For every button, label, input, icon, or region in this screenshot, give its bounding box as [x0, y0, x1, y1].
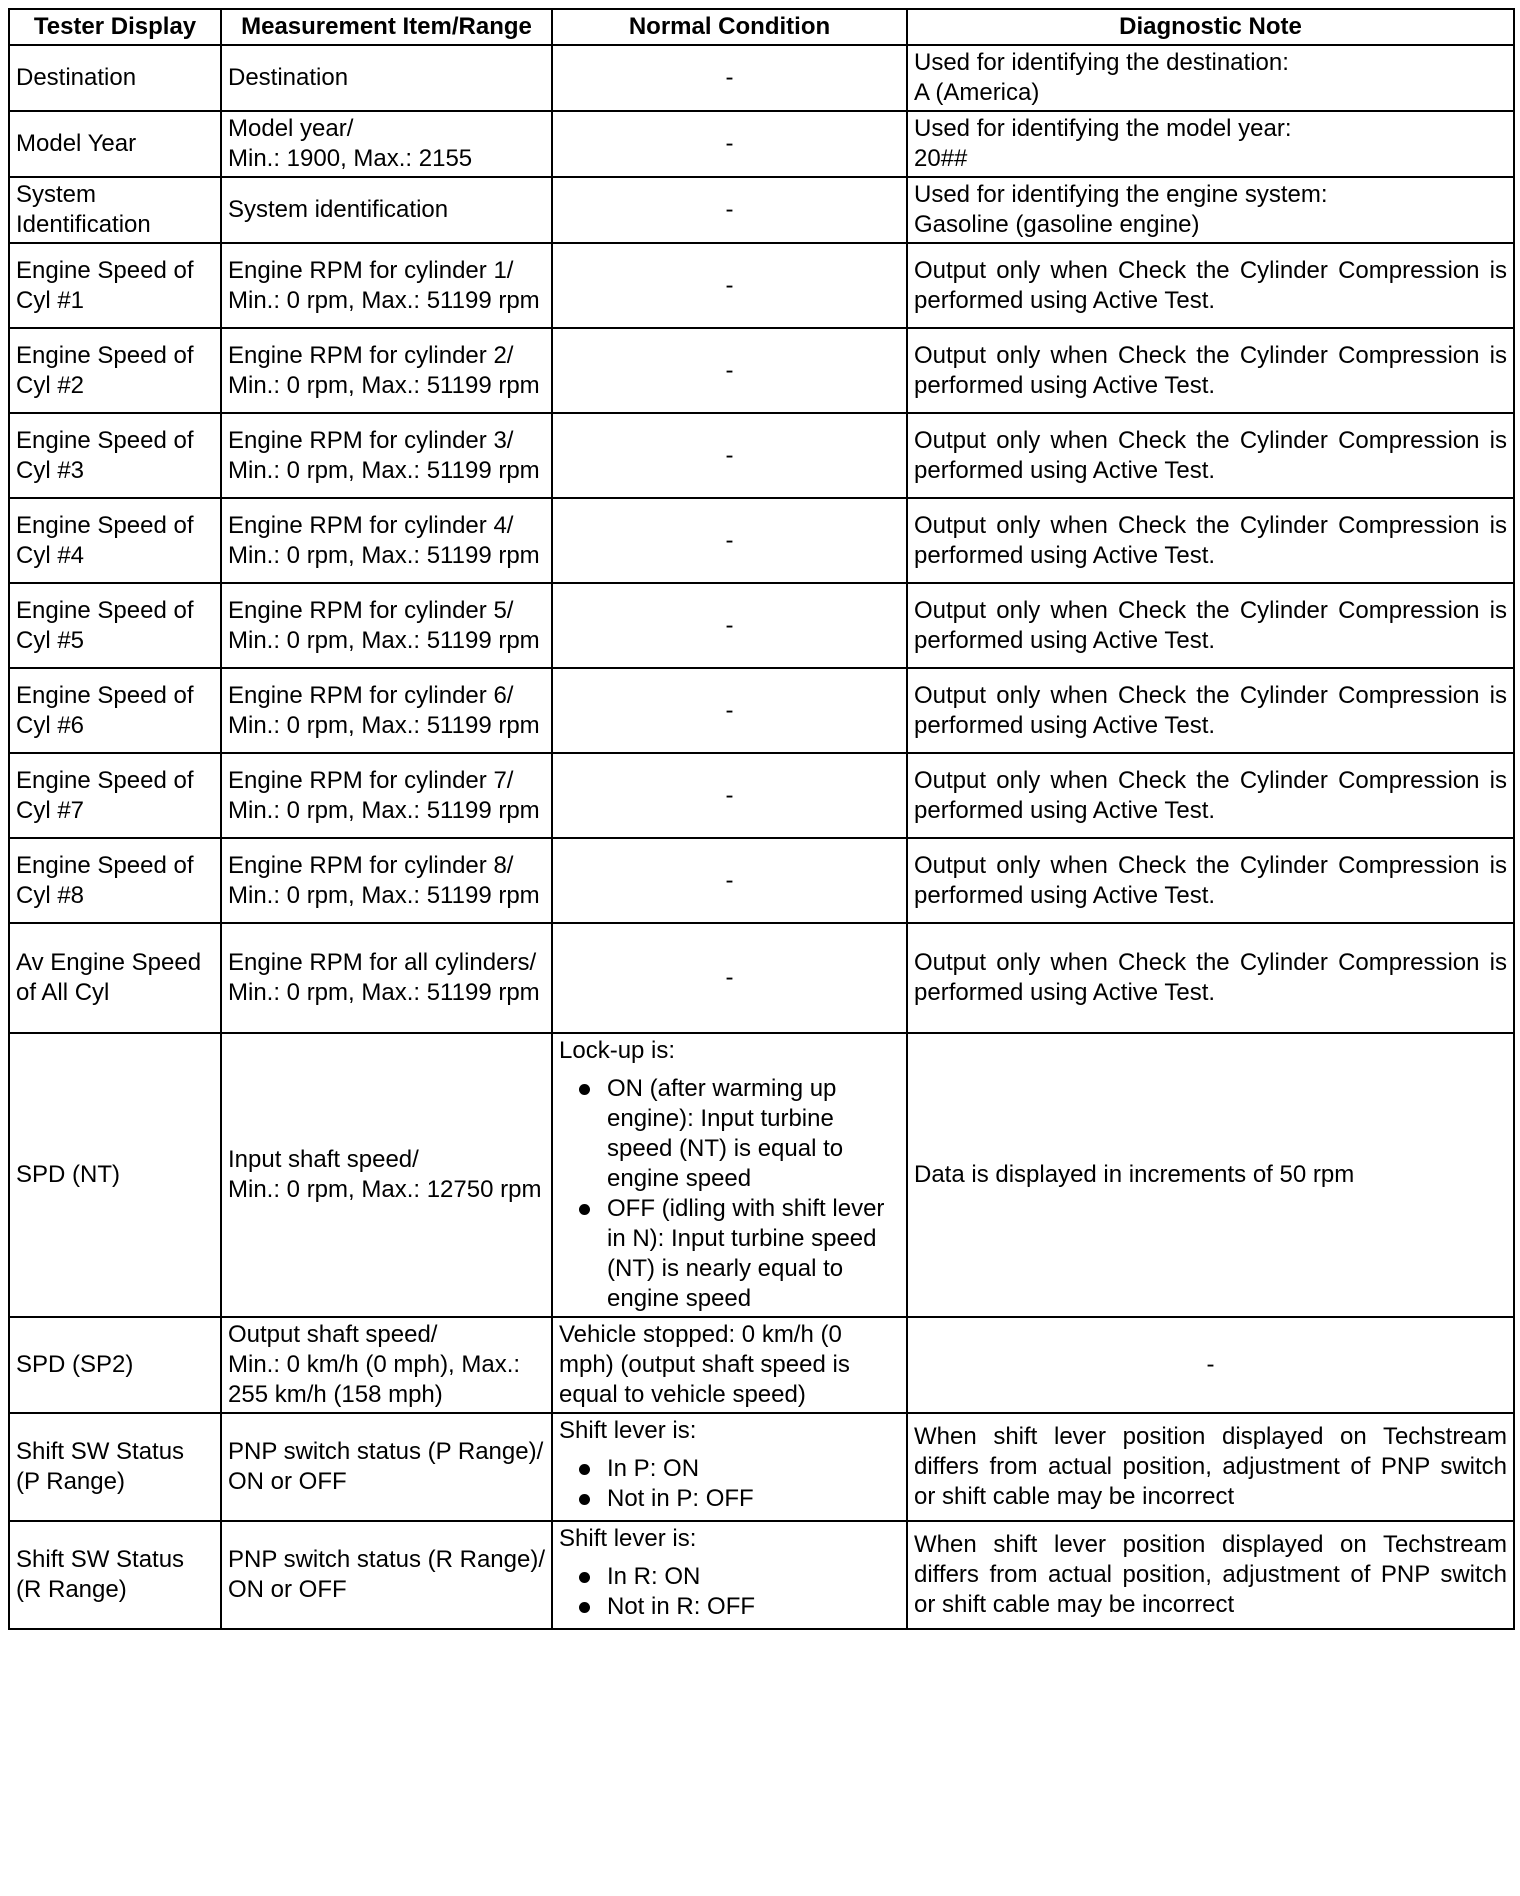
cell-tester-display: SPD (SP2) [9, 1317, 221, 1413]
cell-measurement-item: Model year/ Min.: 1900, Max.: 2155 [221, 111, 552, 177]
normal-condition-intro: Shift lever is: [559, 1525, 697, 1552]
header-measurement-item: Measurement Item/Range [221, 9, 552, 45]
cell-normal-condition: - [552, 413, 907, 498]
normal-condition-list [559, 1074, 900, 1314]
table-row [9, 45, 1514, 111]
cell-diagnostic-note: Used for identifying the destination: A (America) [907, 45, 1514, 111]
cell-measurement-item: PNP switch status (P Range)/ ON or OFF [221, 1413, 552, 1521]
table-row [9, 838, 1514, 923]
cell-normal-condition: - [552, 583, 907, 668]
cell-normal-condition [552, 1413, 907, 1521]
cell-measurement-item: Engine RPM for cylinder 7/ Min.: 0 rpm, Max.: 51199 rpm [221, 753, 552, 838]
cell-diagnostic-note: Output only when Check the Cylinder Compression is performed using Active Test. [907, 583, 1514, 668]
table-header-row [9, 9, 1514, 45]
header-tester-display: Tester Display [9, 9, 221, 45]
table-row [9, 413, 1514, 498]
cell-diagnostic-note: Used for identifying the engine system: Gasoline (gasoline engine) [907, 177, 1514, 243]
cell-normal-condition [552, 1521, 907, 1629]
table-row [9, 1413, 1514, 1521]
list-item: In P: ON [607, 1454, 900, 1484]
cell-tester-display: Engine Speed of Cyl #3 [9, 413, 221, 498]
cell-diagnostic-note: Output only when Check the Cylinder Compression is performed using Active Test. [907, 498, 1514, 583]
cell-diagnostic-note: Output only when Check the Cylinder Compression is performed using Active Test. [907, 753, 1514, 838]
cell-measurement-item: Engine RPM for cylinder 4/ Min.: 0 rpm, Max.: 51199 rpm [221, 498, 552, 583]
cell-tester-display: Destination [9, 45, 221, 111]
table-row [9, 111, 1514, 177]
cell-tester-display: Engine Speed of Cyl #2 [9, 328, 221, 413]
cell-diagnostic-note: Data is displayed in increments of 50 rpm [907, 1033, 1514, 1317]
cell-diagnostic-note: Output only when Check the Cylinder Compression is performed using Active Test. [907, 923, 1514, 1033]
list-item: In R: ON [607, 1562, 900, 1592]
cell-tester-display: Engine Speed of Cyl #6 [9, 668, 221, 753]
normal-condition-intro: Lock-up is: [559, 1037, 676, 1064]
cell-normal-condition: - [552, 753, 907, 838]
table-row [9, 1317, 1514, 1413]
table-row [9, 668, 1514, 753]
cell-normal-condition: - [552, 923, 907, 1033]
cell-measurement-item: PNP switch status (R Range)/ ON or OFF [221, 1521, 552, 1629]
header-diagnostic-note: Diagnostic Note [907, 9, 1514, 45]
list-item: ON (after warming up engine): Input turbine speed (NT) is equal to engine speed [607, 1074, 900, 1194]
cell-diagnostic-note: When shift lever position displayed on Techstream differs from actual position, adjustment of PNP switch or shift cable may be incorrect [907, 1413, 1514, 1521]
cell-tester-display: Av Engine Speed of All Cyl [9, 923, 221, 1033]
cell-tester-display: Shift SW Status (R Range) [9, 1521, 221, 1629]
table-row [9, 753, 1514, 838]
cell-tester-display: Engine Speed of Cyl #7 [9, 753, 221, 838]
data-list-table [8, 8, 1515, 1630]
cell-tester-display: Engine Speed of Cyl #4 [9, 498, 221, 583]
cell-tester-display: Engine Speed of Cyl #5 [9, 583, 221, 668]
cell-measurement-item: Engine RPM for cylinder 8/ Min.: 0 rpm, Max.: 51199 rpm [221, 838, 552, 923]
normal-condition-list [559, 1454, 900, 1514]
cell-tester-display: Model Year [9, 111, 221, 177]
cell-normal-condition: - [552, 111, 907, 177]
cell-measurement-item: Engine RPM for cylinder 2/ Min.: 0 rpm, Max.: 51199 rpm [221, 328, 552, 413]
cell-measurement-item: Output shaft speed/ Min.: 0 km/h (0 mph), Max.: 255 km/h (158 mph) [221, 1317, 552, 1413]
list-item: Not in P: OFF [607, 1484, 900, 1514]
cell-measurement-item: Input shaft speed/ Min.: 0 rpm, Max.: 12750 rpm [221, 1033, 552, 1317]
cell-normal-condition: - [552, 243, 907, 328]
header-normal-condition: Normal Condition [552, 9, 907, 45]
cell-diagnostic-note: Output only when Check the Cylinder Compression is performed using Active Test. [907, 838, 1514, 923]
table-row [9, 177, 1514, 243]
cell-normal-condition: - [552, 838, 907, 923]
list-item: OFF (idling with shift lever in N): Input turbine speed (NT) is nearly equal to engine speed [607, 1194, 900, 1314]
cell-tester-display: SPD (NT) [9, 1033, 221, 1317]
table-row [9, 498, 1514, 583]
list-item: Not in R: OFF [607, 1592, 900, 1622]
cell-normal-condition: Vehicle stopped: 0 km/h (0 mph) (output shaft speed is equal to vehicle speed) [552, 1317, 907, 1413]
cell-diagnostic-note: - [907, 1317, 1514, 1413]
table-row [9, 328, 1514, 413]
cell-measurement-item: Engine RPM for all cylinders/ Min.: 0 rpm, Max.: 51199 rpm [221, 923, 552, 1033]
table-row [9, 243, 1514, 328]
normal-condition-list [559, 1562, 900, 1622]
cell-normal-condition [552, 1033, 907, 1317]
cell-normal-condition: - [552, 668, 907, 753]
cell-measurement-item: Engine RPM for cylinder 5/ Min.: 0 rpm, Max.: 51199 rpm [221, 583, 552, 668]
table-body [9, 45, 1514, 1629]
cell-tester-display: Shift SW Status (P Range) [9, 1413, 221, 1521]
cell-normal-condition: - [552, 45, 907, 111]
cell-tester-display: Engine Speed of Cyl #8 [9, 838, 221, 923]
table-row [9, 1521, 1514, 1629]
cell-diagnostic-note: When shift lever position displayed on Techstream differs from actual position, adjustment of PNP switch or shift cable may be incorrect [907, 1521, 1514, 1629]
cell-diagnostic-note: Output only when Check the Cylinder Compression is performed using Active Test. [907, 413, 1514, 498]
cell-normal-condition: - [552, 177, 907, 243]
cell-tester-display: Engine Speed of Cyl #1 [9, 243, 221, 328]
cell-measurement-item: Engine RPM for cylinder 1/ Min.: 0 rpm, Max.: 51199 rpm [221, 243, 552, 328]
table-row [9, 583, 1514, 668]
cell-tester-display: System Identification [9, 177, 221, 243]
table-row [9, 923, 1514, 1033]
cell-diagnostic-note: Output only when Check the Cylinder Compression is performed using Active Test. [907, 668, 1514, 753]
table-row [9, 1033, 1514, 1317]
cell-diagnostic-note: Used for identifying the model year: 20## [907, 111, 1514, 177]
cell-measurement-item: Destination [221, 45, 552, 111]
cell-diagnostic-note: Output only when Check the Cylinder Compression is performed using Active Test. [907, 328, 1514, 413]
normal-condition-intro: Shift lever is: [559, 1417, 697, 1444]
cell-diagnostic-note: Output only when Check the Cylinder Compression is performed using Active Test. [907, 243, 1514, 328]
cell-normal-condition: - [552, 498, 907, 583]
cell-measurement-item: Engine RPM for cylinder 6/ Min.: 0 rpm, Max.: 51199 rpm [221, 668, 552, 753]
cell-measurement-item: Engine RPM for cylinder 3/ Min.: 0 rpm, Max.: 51199 rpm [221, 413, 552, 498]
cell-normal-condition: - [552, 328, 907, 413]
cell-measurement-item: System identification [221, 177, 552, 243]
